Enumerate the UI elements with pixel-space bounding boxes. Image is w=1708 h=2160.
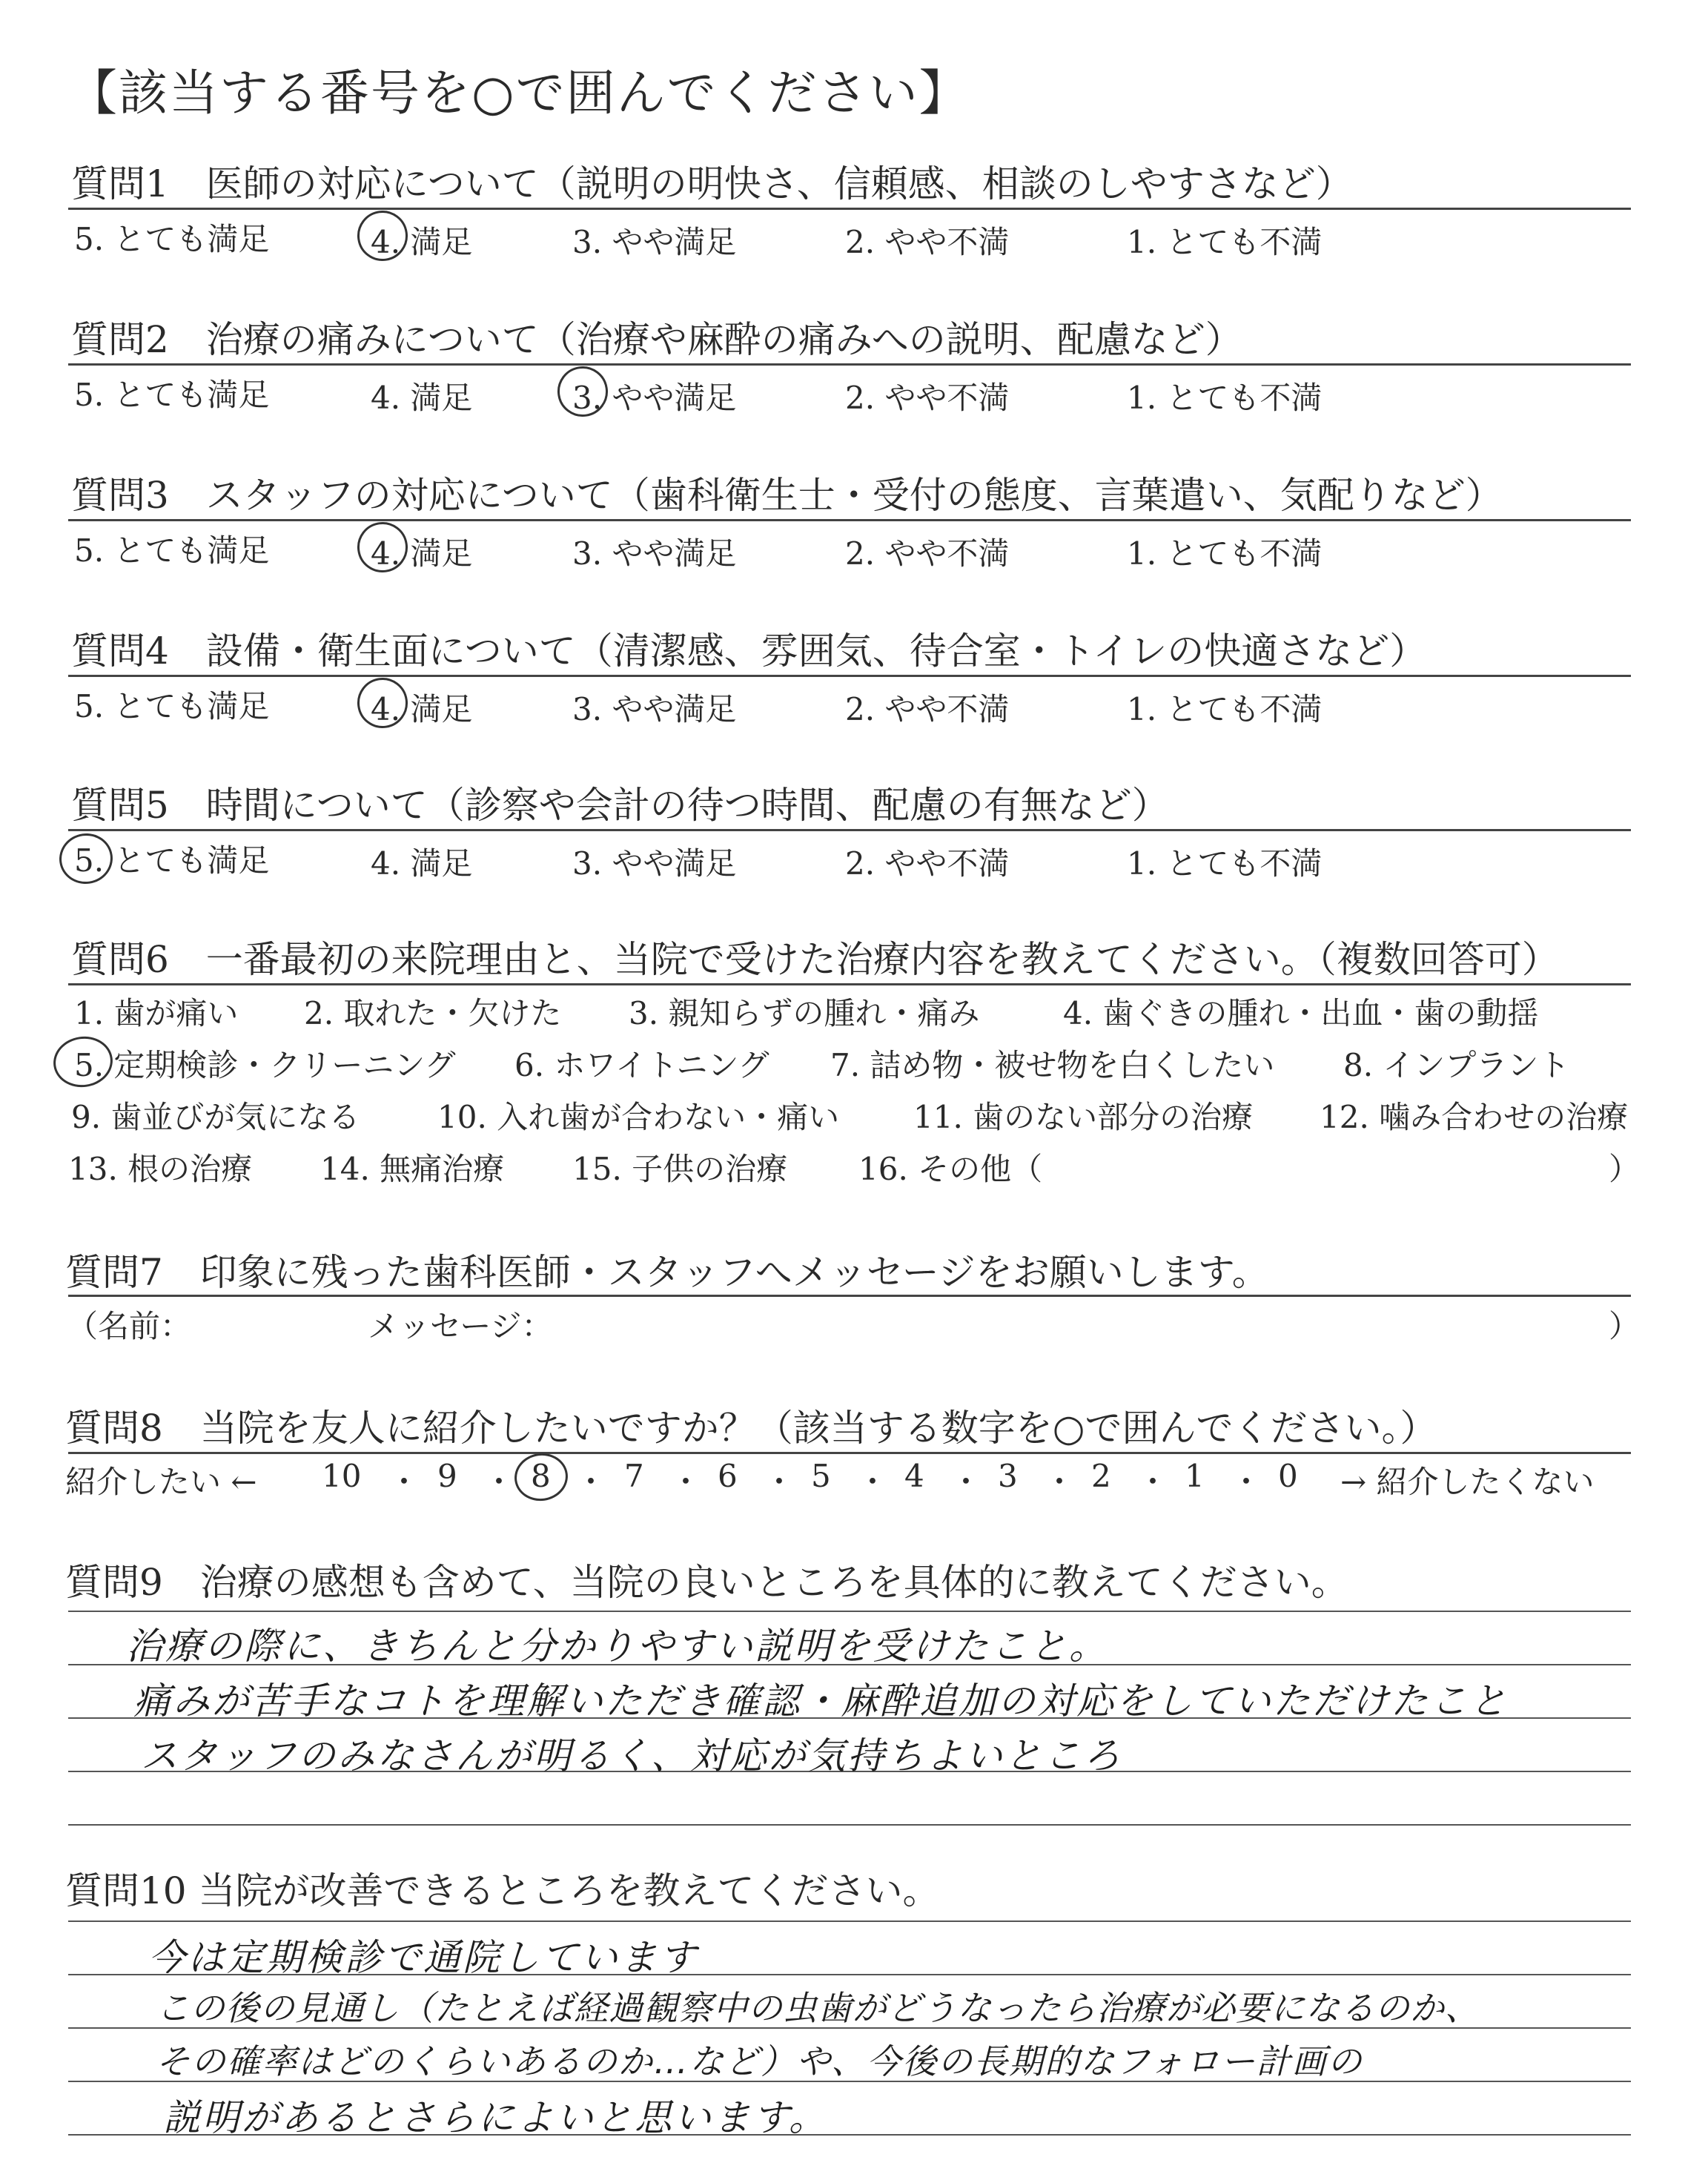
question-4-title: 質問4 設備・衛生面について（清潔感、雰囲気、待合室・トイレの快適さなど） [71, 630, 1427, 673]
q8-number-10[interactable]: 10 [322, 1458, 362, 1494]
q6-option-8[interactable]: 8. インプラント [1343, 1047, 1570, 1083]
q1-option-2[interactable]: 2. やや不満 [845, 224, 1010, 260]
q9-answer-line-3: スタッフのみなさんが明るく、対応が気持ちよいところ [141, 1734, 1122, 1777]
q3-option-2[interactable]: 2. やや不満 [845, 535, 1010, 572]
q5-option-2[interactable]: 2. やや不満 [845, 845, 1010, 882]
question-9-title: 質問9 治療の感想も含めて、当院の良いところを具体的に教えてください。 [65, 1561, 1348, 1604]
q1-option-1[interactable]: 1. とても不満 [1127, 224, 1323, 260]
divider [68, 363, 1631, 366]
q8-number-3[interactable]: 3 [998, 1458, 1018, 1494]
q10-answer-line-2: この後の見通し（たとえば経過観察中の虫歯がどうなったら治療が必要になるのか、 [156, 1988, 1480, 2028]
divider [68, 1452, 1631, 1454]
question-3-title: 質問3 スタッフの対応について（歯科衛生士・受付の態度、言葉遣い、気配りなど） [71, 474, 1503, 517]
q8-separator: ・ [764, 1464, 795, 1500]
q4-option-2[interactable]: 2. やや不満 [845, 691, 1010, 727]
q8-number-8[interactable]: 8 [531, 1458, 551, 1494]
q8-separator: ・ [1137, 1464, 1169, 1500]
q6-option-4[interactable]: 4. 歯ぐきの腫れ・出血・歯の動揺 [1063, 995, 1539, 1031]
q8-number-6[interactable]: 6 [718, 1458, 738, 1494]
q6-option-2[interactable]: 2. 取れた・欠けた [304, 995, 562, 1031]
question-6-title: 質問6 一番最初の来院理由と、当院で受けた治療内容を教えてください。（複数回答可） [71, 938, 1559, 981]
q7-close: ） [1609, 1308, 1641, 1344]
question-10-title: 質問10 当院が改善できるところを教えてください。 [65, 1869, 940, 1912]
q8-separator: ・ [670, 1464, 702, 1500]
question-5-title: 質問5 時間について（診察や会計の待つ時間、配慮の有無など） [71, 784, 1169, 827]
q6-option-14[interactable]: 14. 無痛治療 [320, 1151, 505, 1187]
question-8-title: 質問8 当院を友人に紹介したいですか？（該当する数字を○で囲んでください。） [65, 1407, 1437, 1450]
q3-option-4[interactable]: 4. 満足 [371, 535, 473, 572]
q8-number-1[interactable]: 1 [1185, 1458, 1205, 1494]
q6-option-7[interactable]: 7. 詰め物・被せ物を白くしたい [830, 1047, 1275, 1083]
divider [68, 983, 1631, 985]
q1-option-5[interactable]: 5. とても満足 [74, 221, 270, 257]
q3-option-1[interactable]: 1. とても不満 [1127, 535, 1323, 572]
q6-option-12[interactable]: 12. 噛み合わせの治療 [1320, 1099, 1629, 1135]
q6-option-6[interactable]: 6. ホワイトニング [514, 1047, 769, 1083]
q1-option-3[interactable]: 3. やや満足 [572, 224, 737, 260]
question-2-title: 質問2 治療の痛みについて（治療や麻酔の痛みへの説明、配慮など） [71, 318, 1242, 361]
q8-separator: ・ [950, 1464, 982, 1500]
q6-option-5[interactable]: 5. 定期検診・クリーニング [74, 1047, 456, 1083]
q8-number-4[interactable]: 4 [904, 1458, 924, 1494]
q6-option-15[interactable]: 15. 子供の治療 [572, 1151, 788, 1187]
q9-answer-line-2: 痛みが苦手なコトを理解いただき確認・麻酔追加の対応をしていただけたこと [133, 1680, 1509, 1723]
q6-option-16[interactable]: 16. その他（ [858, 1151, 1043, 1187]
q1-option-4[interactable]: 4. 満足 [371, 224, 473, 260]
q8-separator: ・ [483, 1464, 515, 1500]
q10-answer-line-4: 説明があるとさらによいと思います。 [163, 2096, 828, 2139]
divider [68, 519, 1631, 521]
answer-line [68, 1824, 1631, 1826]
selection-circle-mark [512, 1450, 571, 1504]
question-7-title: 質問7 印象に残った歯科医師・スタッフへメッセージをお願いします。 [65, 1251, 1269, 1294]
q10-answer-line-1: 今は定期検診で通院しています [148, 1936, 698, 1979]
q6-option-11[interactable]: 11. 歯のない部分の治療 [913, 1099, 1254, 1135]
q8-right-label: → 紹介したくない [1340, 1464, 1595, 1500]
q4-option-5[interactable]: 5. とても満足 [74, 688, 270, 724]
q8-number-9[interactable]: 9 [437, 1458, 457, 1494]
q8-separator: ・ [1231, 1464, 1262, 1500]
q2-option-1[interactable]: 1. とても不満 [1127, 380, 1323, 416]
q6-option-3[interactable]: 3. 親知らずの腫れ・痛み [629, 995, 980, 1031]
q9-answer-line-1: 治療の際に、きちんと分かりやすい説明を受けたこと。 [126, 1625, 1108, 1668]
q8-separator: ・ [575, 1464, 607, 1500]
q8-number-5[interactable]: 5 [811, 1458, 831, 1494]
q3-option-5[interactable]: 5. とても満足 [74, 532, 270, 569]
q5-option-4[interactable]: 4. 満足 [371, 845, 473, 882]
q8-number-7[interactable]: 7 [624, 1458, 644, 1494]
answer-line [68, 1611, 1631, 1612]
q5-option-1[interactable]: 1. とても不満 [1127, 845, 1323, 882]
divider [68, 1295, 1631, 1297]
q8-number-2[interactable]: 2 [1091, 1458, 1111, 1494]
divider [68, 829, 1631, 831]
q8-number-0[interactable]: 0 [1278, 1458, 1298, 1494]
q7-name-label: （名前： [67, 1308, 192, 1344]
q10-answer-line-3: その確率はどのくらいあるのか…など）や、今後の長期的なフォロー計画の [156, 2041, 1363, 2081]
q8-left-label: 紹介したい ← [65, 1464, 257, 1500]
q8-separator: ・ [388, 1464, 420, 1500]
q4-option-1[interactable]: 1. とても不満 [1127, 691, 1323, 727]
q2-option-2[interactable]: 2. やや不満 [845, 380, 1010, 416]
q7-message-label: メッセージ： [368, 1308, 553, 1344]
q8-separator: ・ [1044, 1464, 1076, 1500]
q2-option-5[interactable]: 5. とても満足 [74, 377, 270, 413]
q6-option-10[interactable]: 10. 入れ歯が合わない・痛い [437, 1099, 840, 1135]
q6-option-13[interactable]: 13. 根の治療 [68, 1151, 253, 1187]
answer-line [68, 1920, 1631, 1922]
q6-option-9[interactable]: 9. 歯並びが気になる [71, 1099, 360, 1135]
q2-option-3[interactable]: 3. やや満足 [572, 380, 737, 416]
q5-option-3[interactable]: 3. やや満足 [572, 845, 737, 882]
q6-option-1[interactable]: 1. 歯が痛い [74, 995, 239, 1031]
page-title: 【該当する番号を○で囲んでください】 [68, 65, 970, 122]
divider [68, 208, 1631, 210]
question-1-title: 質問1 医師の対応について（説明の明快さ、信頼感、相談のしやすさなど） [71, 162, 1353, 205]
divider [68, 675, 1631, 677]
q4-option-3[interactable]: 3. やや満足 [572, 691, 737, 727]
q6-option-16-close: ） [1609, 1151, 1641, 1187]
q2-option-4[interactable]: 4. 満足 [371, 380, 473, 416]
q4-option-4[interactable]: 4. 満足 [371, 691, 473, 727]
q5-option-5[interactable]: 5. とても満足 [74, 842, 270, 879]
q3-option-3[interactable]: 3. やや満足 [572, 535, 737, 572]
q8-separator: ・ [857, 1464, 889, 1500]
